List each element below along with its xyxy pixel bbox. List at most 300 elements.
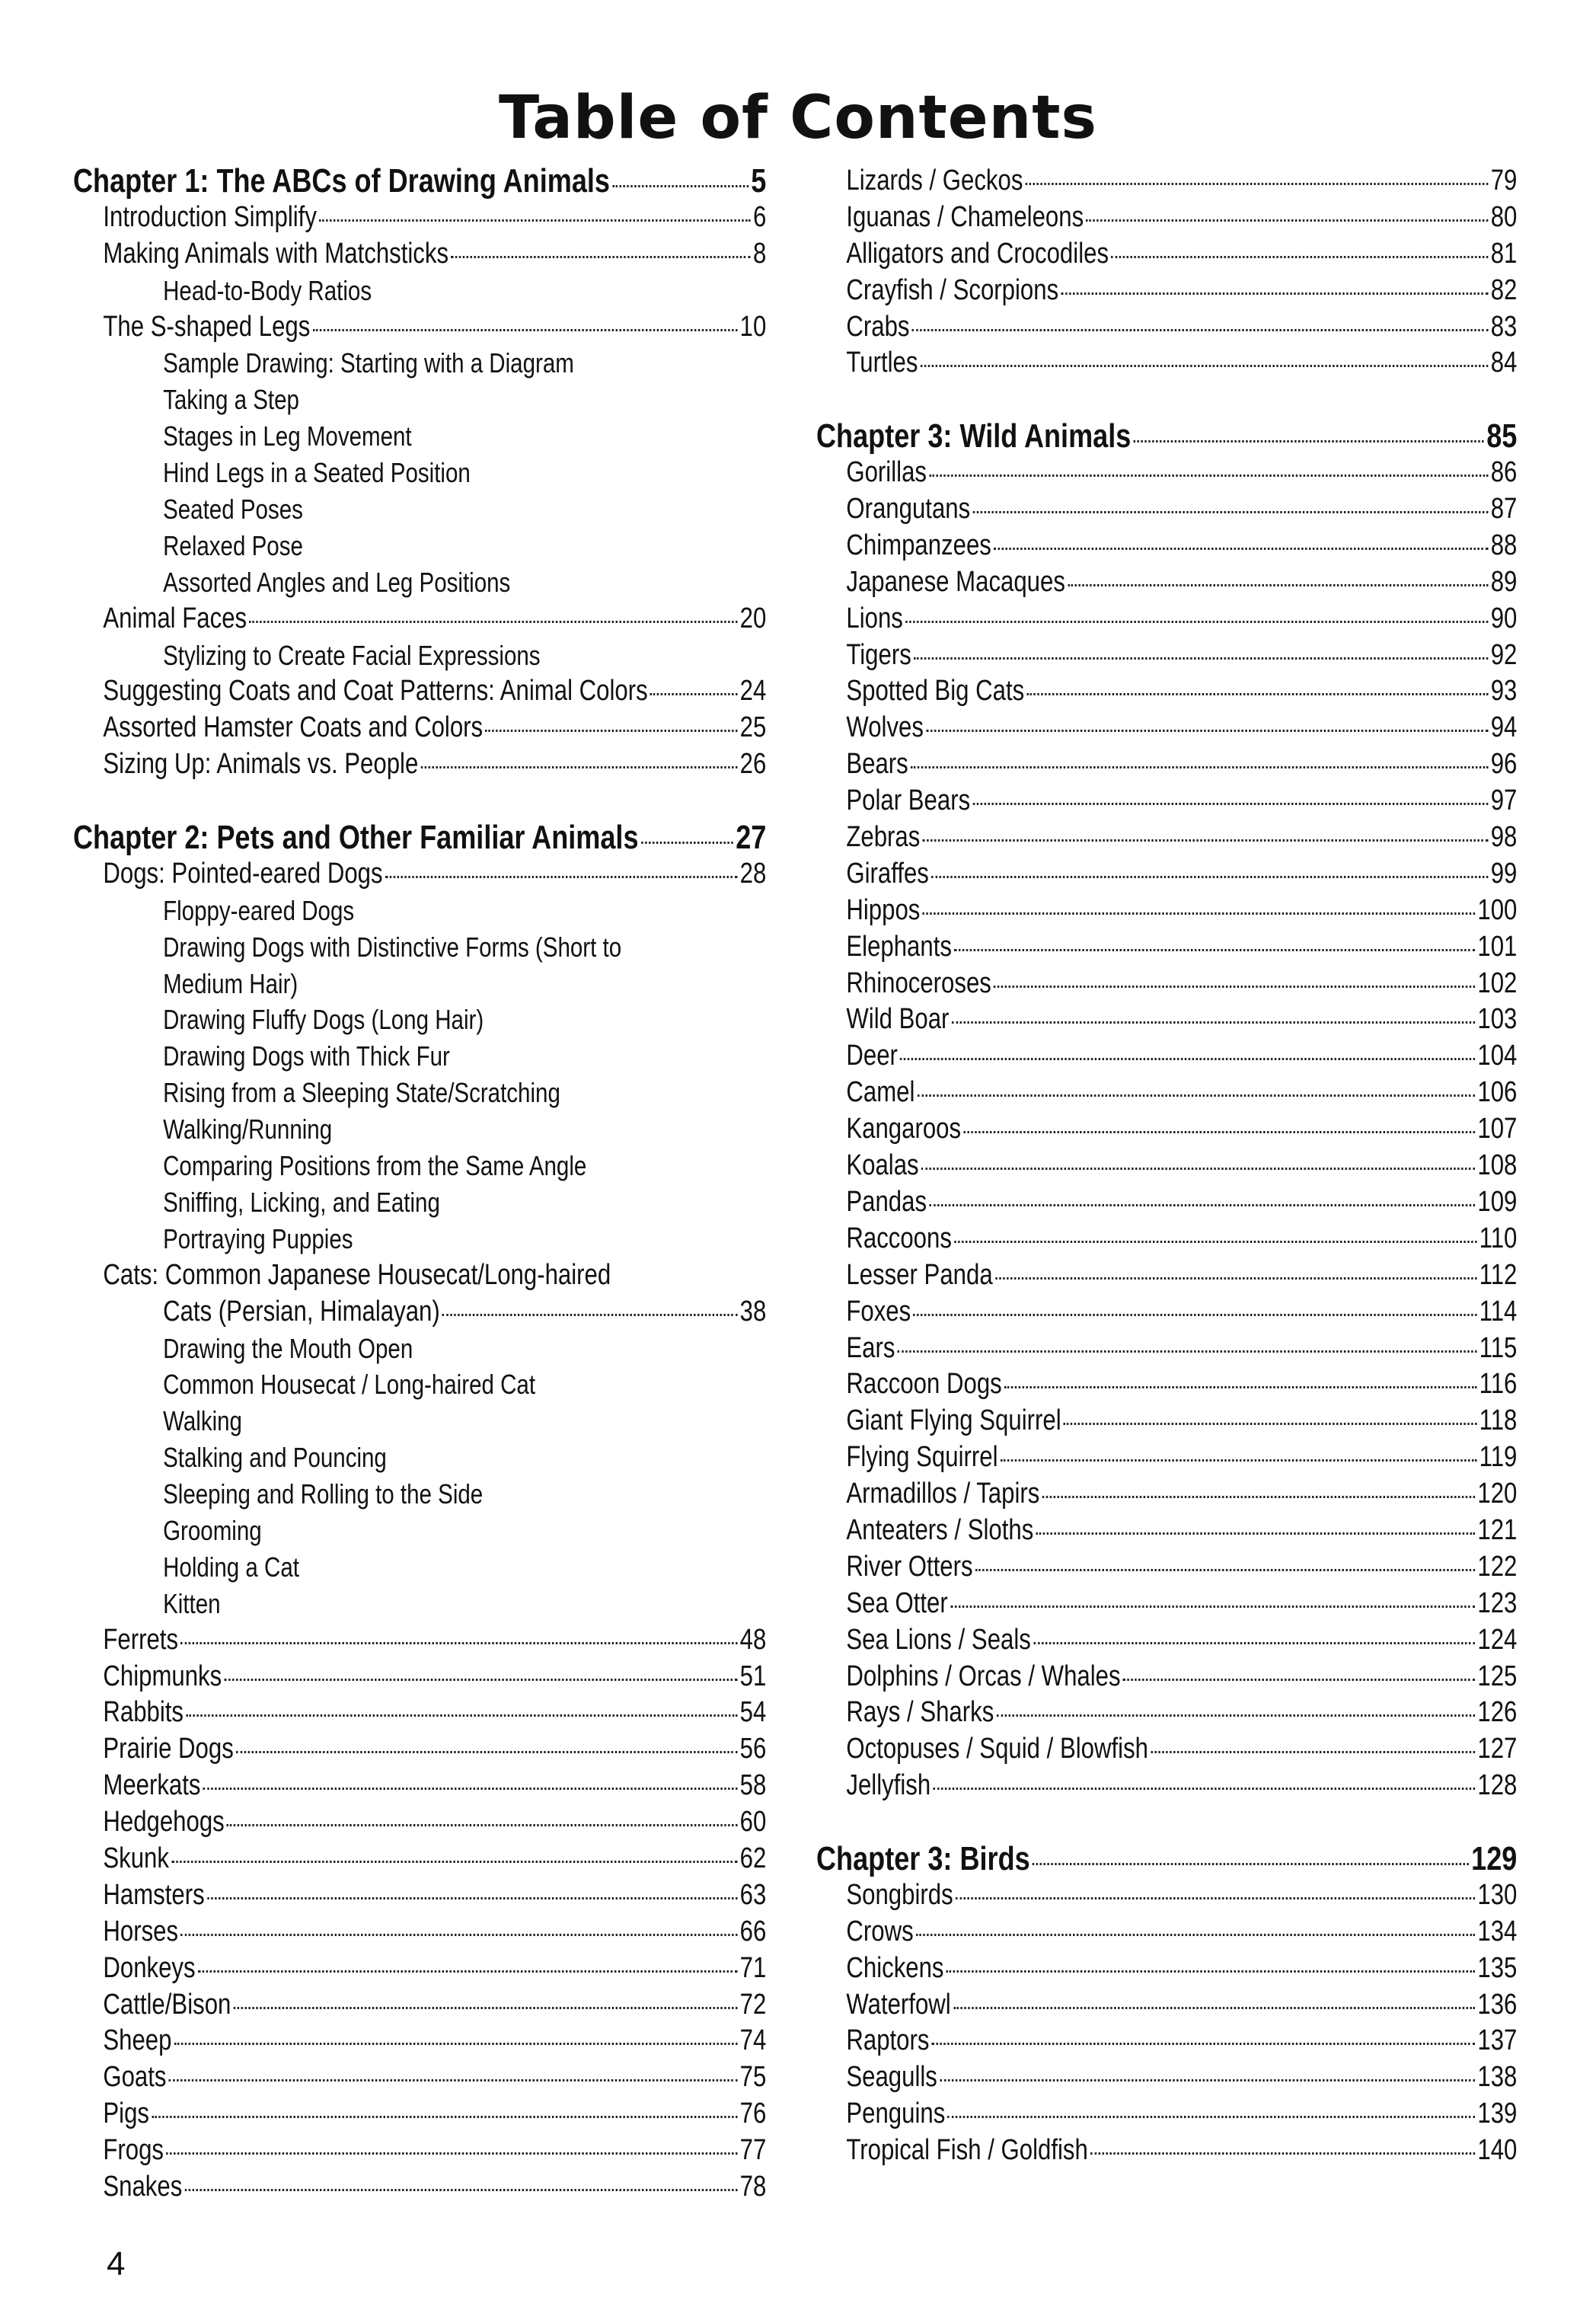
dot-leader [1042, 1496, 1475, 1498]
toc-page-number: 107 [1477, 1113, 1518, 1145]
dot-leader [997, 1714, 1475, 1717]
toc-entry-label: Hind Legs in a Seated Position [163, 457, 471, 489]
toc-entry [816, 1622, 1517, 1659]
toc-page-number: 122 [1477, 1550, 1518, 1583]
toc-entry-label: Penguins [846, 2098, 946, 2130]
dot-leader [972, 511, 1488, 513]
toc-entry [816, 601, 1517, 637]
toc-entry [816, 1476, 1517, 1513]
toc-page-number: 137 [1477, 2024, 1518, 2057]
dot-leader [905, 621, 1488, 623]
dot-leader [972, 803, 1488, 805]
toc-entry [73, 1221, 766, 1257]
toc-page-number: 10 [739, 310, 767, 343]
toc-entry [816, 1914, 1517, 1951]
dot-leader [1134, 440, 1484, 443]
toc-entry-label: Deer [846, 1040, 898, 1072]
toc-entry-label: Raccoon Dogs [846, 1368, 1002, 1401]
dot-leader [916, 1934, 1475, 1936]
toc-entry [73, 1075, 766, 1111]
toc-entry [816, 783, 1517, 820]
toc-entry-label: Chipmunks [103, 1660, 222, 1692]
toc-entry-label: Chapter 2: Pets and Other Familiar Animals [73, 819, 639, 857]
toc-page-number: 93 [1490, 675, 1518, 708]
dot-leader [612, 185, 749, 187]
toc-entry [816, 1038, 1517, 1075]
toc-page-number: 108 [1477, 1149, 1518, 1182]
dot-leader [225, 1679, 738, 1681]
toc-page-number: 78 [739, 2170, 767, 2203]
toc-entry-label: Making Animals with Matchsticks [103, 237, 449, 270]
dot-leader [169, 2079, 738, 2082]
dot-leader [1090, 2152, 1475, 2155]
toc-entry-label: Jellyfish [846, 1769, 931, 1802]
toc-page-number: 102 [1477, 966, 1518, 999]
toc-page-number: 115 [1479, 1331, 1518, 1364]
toc-page-number: 72 [739, 1988, 767, 2021]
dot-leader [180, 1642, 737, 1644]
toc-chapter-heading [73, 820, 766, 856]
toc-entry-label: Lesser Panda [846, 1258, 993, 1291]
toc-entry-label: Sheep [103, 2024, 172, 2057]
dot-leader [946, 1970, 1475, 1973]
toc-page-number: 127 [1477, 1733, 1518, 1765]
dot-leader [1026, 693, 1488, 695]
toc-entry [73, 966, 766, 1002]
toc-page-number: 121 [1477, 1513, 1518, 1546]
dot-leader [994, 548, 1488, 550]
toc-entry [73, 1659, 766, 1695]
toc-page-number: 128 [1477, 1769, 1518, 1802]
toc-entry [73, 1731, 766, 1768]
toc-page-number: 101 [1477, 930, 1518, 963]
toc-entry-label: Drawing Dogs with Thick Fur [163, 1040, 450, 1072]
toc-page-number: 89 [1490, 565, 1518, 598]
toc-entry [816, 1951, 1517, 1987]
toc-page-number: 66 [739, 1915, 767, 1947]
dot-leader [923, 912, 1475, 915]
toc-entry-label: Drawing Fluffy Dogs (Long Hair) [163, 1004, 484, 1036]
toc-entry-label: Tigers [846, 638, 911, 671]
toc-entry-label: Alligators and Crocodiles [846, 237, 1109, 270]
toc-entry-label: Tropical Fish / Goldfish [846, 2134, 1088, 2167]
dot-leader [921, 1168, 1475, 1170]
toc-page-number: 100 [1477, 893, 1518, 926]
toc-page-number: 38 [739, 1295, 767, 1328]
toc-entry-label: Turtles [846, 347, 918, 379]
dot-leader [931, 876, 1488, 878]
toc-page-number: 125 [1477, 1660, 1518, 1692]
dot-leader [1001, 1459, 1477, 1462]
toc-entry [73, 2169, 766, 2206]
dot-leader [207, 1897, 737, 1899]
dot-leader [1033, 1863, 1469, 1865]
toc-entry-label: Bears [846, 748, 908, 781]
toc-entry [816, 345, 1517, 382]
toc-entry-label: Lions [846, 602, 903, 634]
toc-entry [73, 1695, 766, 1731]
toc-entry [816, 820, 1517, 856]
toc-entry-label: Dolphins / Orcas / Whales [846, 1660, 1121, 1692]
toc-entry-label: Pandas [846, 1185, 927, 1218]
dot-leader [451, 256, 750, 258]
toc-page-number: 75 [739, 2061, 767, 2094]
toc-entry-label: The S-shaped Legs [103, 310, 311, 343]
dot-leader [1026, 183, 1489, 185]
toc-entry-label: Koalas [846, 1149, 919, 1182]
toc-entry-label: Rays / Sharks [846, 1696, 994, 1729]
toc-entry [816, 1695, 1517, 1731]
toc-entry-label: Seated Poses [163, 494, 303, 526]
toc-entry-label: Horses [103, 1915, 179, 1947]
toc-entry-label: Sea Lions / Seals [846, 1623, 1031, 1656]
toc-entry [73, 1403, 766, 1439]
toc-entry-label: Seagulls [846, 2061, 937, 2094]
toc-entry [73, 1257, 766, 1294]
toc-entry [73, 1586, 766, 1622]
toc-entry [73, 1111, 766, 1148]
toc-entry [816, 1768, 1517, 1804]
dot-leader [923, 839, 1489, 842]
toc-entry-label: Common Housecat / Long-haired Cat [163, 1369, 536, 1401]
dot-leader [1151, 1751, 1475, 1753]
toc-page-number: 119 [1479, 1441, 1518, 1474]
toc-entry [73, 2023, 766, 2059]
toc-page-number: 82 [1490, 273, 1518, 306]
toc-page-number: 120 [1477, 1478, 1518, 1510]
toc-entry-label: Chapter 3: Wild Animals [816, 417, 1132, 455]
dot-leader [203, 1788, 738, 1790]
toc-entry-label: Crabs [846, 310, 910, 343]
toc-entry [73, 1294, 766, 1331]
dot-leader [911, 766, 1488, 768]
toc-entry [816, 273, 1517, 309]
toc-page-number: 27 [736, 819, 767, 857]
toc-page-number: 109 [1477, 1185, 1518, 1218]
toc-entry [73, 382, 766, 418]
toc-page-number: 74 [739, 2024, 767, 2057]
toc-page-number: 80 [1490, 200, 1518, 233]
toc-page-number: 126 [1477, 1696, 1518, 1729]
toc-entry-label: Chapter 1: The ABCs of Drawing Animals [73, 162, 610, 200]
dot-leader [932, 2043, 1475, 2045]
toc-page-number: 88 [1490, 529, 1518, 561]
toc-entry [816, 746, 1517, 783]
toc-entry [73, 273, 766, 309]
toc-page-number: 62 [739, 1842, 767, 1874]
toc-page-number: 25 [739, 711, 767, 744]
toc-entry [816, 1331, 1517, 1367]
toc-entry-label: Zebras [846, 821, 921, 854]
toc-entry-label: Armadillos / Tapirs [846, 1478, 1040, 1510]
dot-leader [954, 1241, 1476, 1243]
toc-page-number: 98 [1490, 821, 1518, 854]
toc-entry-label: Cats (Persian, Himalayan) [163, 1295, 440, 1328]
toc-page-number: 60 [739, 1806, 767, 1839]
toc-page-number: 28 [739, 857, 767, 890]
toc-entry [73, 1002, 766, 1038]
toc-entry-label: Ferrets [103, 1623, 179, 1656]
toc-entry-label: Skunk [103, 1842, 169, 1874]
toc-entry [73, 491, 766, 528]
toc-entry-label: Gorillas [846, 456, 927, 489]
toc-entry [816, 1257, 1517, 1294]
dot-leader [912, 329, 1489, 331]
toc-entry [73, 345, 766, 382]
toc-entry-label: Waterfowl [846, 1988, 951, 2021]
toc-page-number: 5 [751, 162, 767, 200]
toc-entry-label: Snakes [103, 2170, 183, 2203]
dot-leader [994, 986, 1475, 988]
toc-entry-label: Sizing Up: Animals vs. People [103, 748, 419, 781]
toc-entry-label: Chickens [846, 1951, 944, 1984]
toc-chapter-heading [816, 1841, 1517, 1877]
toc-entry [816, 1549, 1517, 1586]
toc-right-column [816, 163, 1517, 2169]
toc-page-number: 135 [1477, 1951, 1518, 1984]
dot-leader [442, 1314, 737, 1316]
toc-page-number: 118 [1479, 1404, 1518, 1437]
toc-page-number: 129 [1471, 1839, 1518, 1877]
toc-entry [816, 564, 1517, 601]
dot-leader [1036, 1532, 1475, 1535]
toc-page-number: 20 [739, 602, 767, 634]
toc-entry-label: Sea Otter [846, 1586, 948, 1619]
dot-leader [913, 1314, 1476, 1316]
toc-spacer [816, 1804, 1517, 1841]
toc-entry [816, 236, 1517, 273]
toc-entry-label: Wild Boar [846, 1003, 950, 1036]
dot-leader [950, 1605, 1475, 1608]
toc-entry [73, 1513, 766, 1549]
toc-entry [816, 2096, 1517, 2133]
toc-page-number: 79 [1490, 165, 1518, 196]
dot-leader [929, 1204, 1475, 1206]
toc-entry-label: Comparing Positions from the Same Angle [163, 1150, 587, 1182]
toc-entry-label: Giraffes [846, 857, 929, 890]
toc-page-number: 24 [739, 675, 767, 708]
page-number: 4 [107, 2245, 126, 2283]
dot-leader [954, 949, 1475, 951]
toc-page-number: 139 [1477, 2098, 1518, 2130]
toc-entry [73, 1804, 766, 1841]
dot-leader [956, 1897, 1475, 1899]
toc-entry [816, 1403, 1517, 1439]
toc-page-number: 103 [1477, 1003, 1518, 1036]
toc-entry-label: Stages in Leg Movement [163, 420, 412, 452]
dot-leader [249, 621, 737, 623]
toc-page-number: 87 [1490, 493, 1518, 526]
toc-page-number: 116 [1479, 1368, 1518, 1401]
dot-leader [485, 730, 737, 732]
toc-entry [73, 710, 766, 746]
toc-entry-label: Introduction Simplify [103, 200, 317, 233]
page-title: Table of Contents [499, 84, 1097, 153]
toc-entry [816, 1877, 1517, 1914]
toc-entry [816, 1731, 1517, 1768]
toc-entry [816, 2023, 1517, 2059]
toc-entry [73, 746, 766, 783]
toc-page-number: 136 [1477, 1988, 1518, 2021]
toc-entry-label: Sniffing, Licking, and Eating [163, 1186, 440, 1218]
toc-left-column [73, 163, 766, 2206]
dot-leader [1064, 1423, 1476, 1425]
dot-leader [152, 2116, 737, 2118]
toc-entry [73, 2059, 766, 2096]
toc-entry [73, 1439, 766, 1476]
toc-page-number: 6 [753, 200, 767, 233]
dot-leader [234, 2007, 738, 2009]
dot-leader [952, 1021, 1475, 1024]
dot-leader [926, 730, 1488, 732]
toc-entry-label: Foxes [846, 1295, 911, 1328]
toc-entry-label: Drawing the Mouth Open [163, 1332, 413, 1364]
dot-leader [180, 1934, 737, 1936]
toc-entry-label: Prairie Dogs [103, 1733, 234, 1765]
dot-leader [921, 365, 1489, 367]
toc-page-number: 134 [1477, 1915, 1518, 1947]
dot-leader [1123, 1679, 1475, 1681]
toc-right-list [816, 163, 1517, 2169]
toc-entry [73, 856, 766, 893]
dot-leader [185, 2189, 738, 2191]
toc-entry-label: Raptors [846, 2024, 930, 2057]
toc-entry-label: Rabbits [103, 1696, 184, 1729]
toc-entry-label: Hamsters [103, 1878, 205, 1911]
toc-entry-label: Japanese Macaques [846, 565, 1065, 598]
toc-page-number: 86 [1490, 456, 1518, 489]
dot-leader [421, 766, 738, 768]
toc-entry [816, 2059, 1517, 2096]
toc-page-number: 71 [739, 1951, 767, 1984]
toc-entry [816, 893, 1517, 929]
toc-entry-label: Portraying Puppies [163, 1222, 353, 1254]
toc-page-number: 110 [1479, 1222, 1518, 1254]
toc-entry-label: Octopuses / Squid / Blowfish [846, 1733, 1148, 1765]
dot-leader [650, 693, 737, 695]
toc-entry-label: Rising from a Sleeping State/Scratching [163, 1077, 560, 1109]
toc-entry [816, 528, 1517, 564]
dot-leader [1033, 1642, 1475, 1644]
toc-page-number: 51 [739, 1660, 767, 1692]
toc-entry [816, 1294, 1517, 1331]
toc-entry-label: Rhinoceroses [846, 966, 991, 999]
toc-page-number: 123 [1477, 1586, 1518, 1619]
toc-entry [816, 1987, 1517, 2024]
toc-entry [73, 2133, 766, 2169]
toc-spacer [73, 783, 766, 820]
toc-entry [816, 929, 1517, 966]
toc-entry-label: Dogs: Pointed-eared Dogs [103, 857, 383, 890]
dot-leader [914, 657, 1488, 660]
toc-page-number: 104 [1477, 1040, 1518, 1072]
toc-entry [73, 1038, 766, 1075]
toc-entry [816, 1002, 1517, 1038]
dot-leader [186, 1714, 737, 1717]
toc-entry [73, 1549, 766, 1586]
toc-entry-label: Taking a Step [163, 384, 299, 416]
toc-page-number: 76 [739, 2098, 767, 2130]
toc-entry-label: Floppy-eared Dogs [163, 894, 355, 926]
toc-entry-label: River Otters [846, 1550, 973, 1583]
toc-page-number: 54 [739, 1696, 767, 1729]
toc-entry-label: Lizards / Geckos [846, 165, 1023, 196]
toc-entry [73, 455, 766, 491]
dot-leader [174, 2043, 738, 2045]
toc-entry-label: Raccoons [846, 1222, 952, 1254]
toc-page-number: 81 [1490, 237, 1518, 270]
toc-entry [73, 418, 766, 455]
toc-entry [73, 673, 766, 710]
toc-entry [73, 236, 766, 273]
toc-entry-label: Spotted Big Cats [846, 675, 1025, 708]
dot-leader [198, 1970, 738, 1973]
toc-entry-label: Anteaters / Sloths [846, 1513, 1034, 1546]
toc-entry-label: Cattle/Bison [103, 1988, 231, 2021]
toc-entry [73, 929, 766, 966]
toc-entry [816, 1366, 1517, 1403]
toc-entry [73, 200, 766, 236]
toc-page-number: 56 [739, 1733, 767, 1765]
toc-entry [816, 455, 1517, 491]
toc-entry [816, 309, 1517, 346]
toc-entry-label: Head-to-Body Ratios [163, 274, 372, 306]
dot-leader [898, 1350, 1477, 1353]
dot-leader [900, 1058, 1475, 1060]
toc-page-number: 124 [1477, 1623, 1518, 1656]
toc-entry-label: Holding a Cat [163, 1551, 299, 1583]
toc-entry [73, 564, 766, 601]
toc-entry-label: Wolves [846, 711, 924, 744]
toc-entry-label: Goats [103, 2061, 167, 2094]
toc-entry [73, 1622, 766, 1659]
toc-entry [73, 2096, 766, 2133]
toc-entry-label: Polar Bears [846, 784, 971, 817]
toc-entry-label: Sleeping and Rolling to the Side [163, 1478, 484, 1510]
toc-entry [73, 637, 766, 674]
dot-leader [1111, 256, 1488, 258]
toc-entry [73, 1951, 766, 1987]
dot-leader [171, 1861, 737, 1863]
toc-page-number: 112 [1479, 1258, 1518, 1291]
toc-entry [816, 1221, 1517, 1257]
toc-entry-label: Songbirds [846, 1878, 953, 1911]
toc-page-number: 83 [1490, 310, 1518, 343]
toc-chapter-heading [73, 163, 766, 200]
dot-leader [933, 1788, 1475, 1790]
toc-page-number: 99 [1490, 857, 1518, 890]
toc-entry-label: Chimpanzees [846, 529, 991, 561]
toc-entry-label: Chapter 3: Birds [816, 1839, 1030, 1877]
toc-page-number: 94 [1490, 711, 1518, 744]
toc-entry [816, 856, 1517, 893]
toc-entry [73, 1184, 766, 1221]
toc-page-number: 90 [1490, 602, 1518, 634]
toc-page-number: 92 [1490, 638, 1518, 671]
toc-page-number: 26 [739, 748, 767, 781]
dot-leader [995, 1277, 1476, 1280]
toc-entry-label: Suggesting Coats and Coat Patterns: Animal Colors [103, 675, 648, 708]
toc-entry-label: Donkeys [103, 1951, 196, 1984]
toc-entry [816, 637, 1517, 674]
dot-leader [1068, 584, 1488, 586]
toc-entry-label: Meerkats [103, 1769, 201, 1802]
toc-entry-label: Frogs [103, 2134, 164, 2167]
toc-entry-label: Iguanas / Chameleons [846, 200, 1084, 233]
dot-leader [929, 474, 1488, 477]
toc-entry-label: Flying Squirrel [846, 1441, 998, 1474]
toc-entry-label: Pigs [103, 2098, 149, 2130]
